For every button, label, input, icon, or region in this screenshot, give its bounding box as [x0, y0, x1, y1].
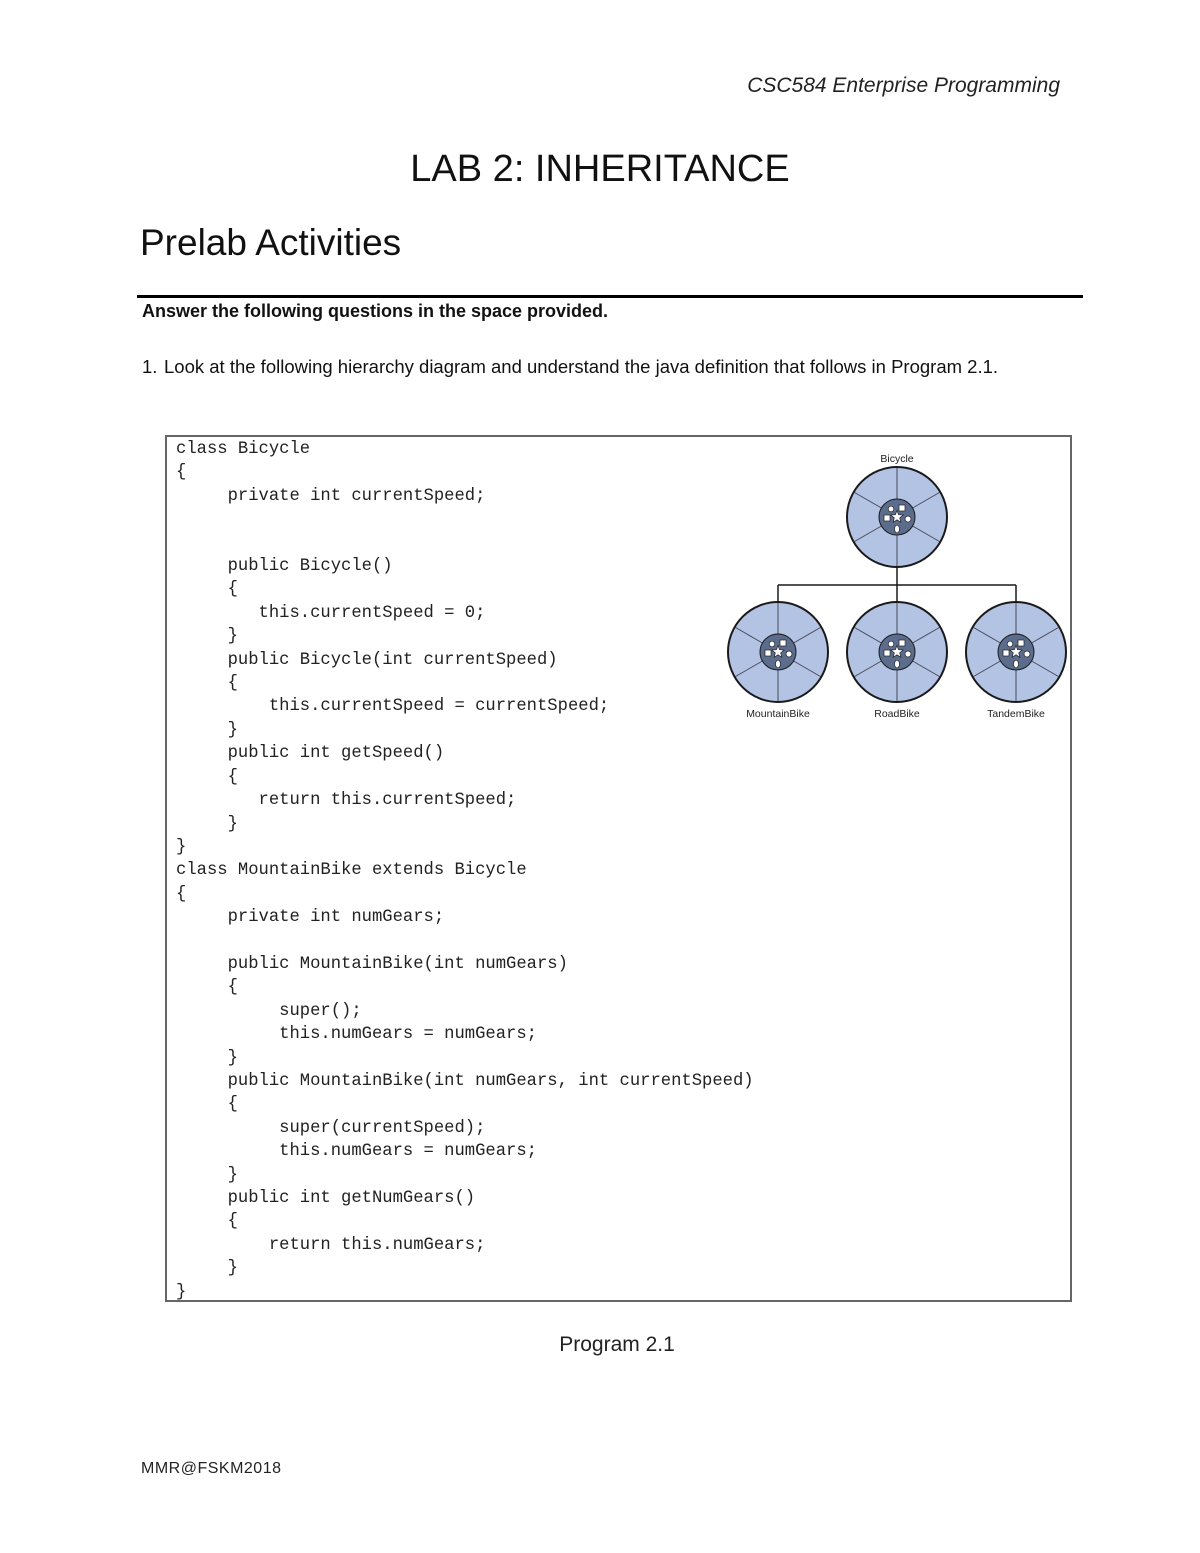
- code-line: private int numGears;: [176, 908, 445, 928]
- page-footer: MMR@FSKM2018: [141, 1460, 282, 1477]
- code-line: super(currentSpeed);: [176, 1118, 486, 1138]
- code-line: {: [176, 978, 238, 998]
- code-line: public MountainBike(int numGears, int currentSpeed): [176, 1071, 754, 1091]
- code-line: public MountainBike(int numGears): [176, 954, 568, 974]
- wheel-icon: [728, 602, 828, 702]
- code-line: super();: [176, 1001, 362, 1021]
- code-line: }: [176, 1048, 238, 1068]
- hierarchy-connectors: [778, 564, 1016, 602]
- figure-caption: Program 2.1: [559, 1333, 675, 1356]
- node-label: Bicycle: [880, 453, 914, 465]
- code-line: this.currentSpeed = currentSpeed;: [176, 697, 610, 717]
- code-line: {: [176, 1212, 238, 1232]
- node-tandembike: [966, 602, 1066, 720]
- code-line: }: [176, 1259, 238, 1279]
- code-listing: [176, 438, 754, 1304]
- instruction-text: Answer the following questions in the space provided.: [142, 301, 609, 321]
- code-line: public Bicycle(): [176, 557, 393, 577]
- code-line: {: [176, 674, 238, 694]
- code-line: }: [176, 720, 238, 740]
- code-line: {: [176, 463, 187, 483]
- code-line: {: [176, 1095, 238, 1115]
- code-line: class Bicycle: [176, 440, 311, 459]
- node-mountainbike: [728, 602, 828, 720]
- wheel-icon: [847, 467, 947, 567]
- hierarchy-diagram: [720, 445, 1080, 730]
- code-line: public int getNumGears(): [176, 1189, 476, 1208]
- node-roadbike: [847, 602, 947, 720]
- horizontal-rule: [137, 295, 1083, 298]
- node-label: TandemBike: [987, 708, 1045, 720]
- question-text: Look at the following hierarchy diagram and understand the java definition that follows in Program 2.1.: [164, 356, 999, 377]
- code-line: this.numGears = numGears;: [176, 1142, 537, 1162]
- code-line: }: [176, 627, 238, 647]
- code-line: public int getSpeed(): [176, 744, 445, 764]
- code-line: {: [176, 767, 238, 787]
- code-line: }: [176, 1165, 238, 1185]
- code-line: public Bicycle(int currentSpeed): [176, 650, 558, 670]
- code-line: }: [176, 814, 238, 834]
- code-line: }: [176, 837, 187, 857]
- code-line: {: [176, 884, 187, 904]
- code-line: this.numGears = numGears;: [176, 1025, 537, 1045]
- node-bicycle: [847, 453, 947, 567]
- node-label: RoadBike: [874, 708, 920, 720]
- course-header: CSC584 Enterprise Programming: [747, 74, 1060, 97]
- code-line: this.currentSpeed = 0;: [176, 603, 486, 623]
- wheel-icon: [847, 602, 947, 702]
- question-1: [142, 355, 1082, 379]
- section-heading: Prelab Activities: [140, 222, 402, 263]
- code-line: }: [176, 1282, 187, 1302]
- lab-title: LAB 2: INHERITANCE: [410, 148, 790, 190]
- node-label: MountainBike: [746, 708, 810, 720]
- code-line: private int currentSpeed;: [176, 486, 486, 506]
- code-line: return this.numGears;: [176, 1235, 486, 1255]
- code-line: {: [176, 580, 238, 600]
- code-line: class MountainBike extends Bicycle: [176, 861, 527, 881]
- wheel-icon: [966, 602, 1066, 702]
- code-line: return this.currentSpeed;: [176, 791, 517, 811]
- question-number: 1.: [142, 356, 158, 377]
